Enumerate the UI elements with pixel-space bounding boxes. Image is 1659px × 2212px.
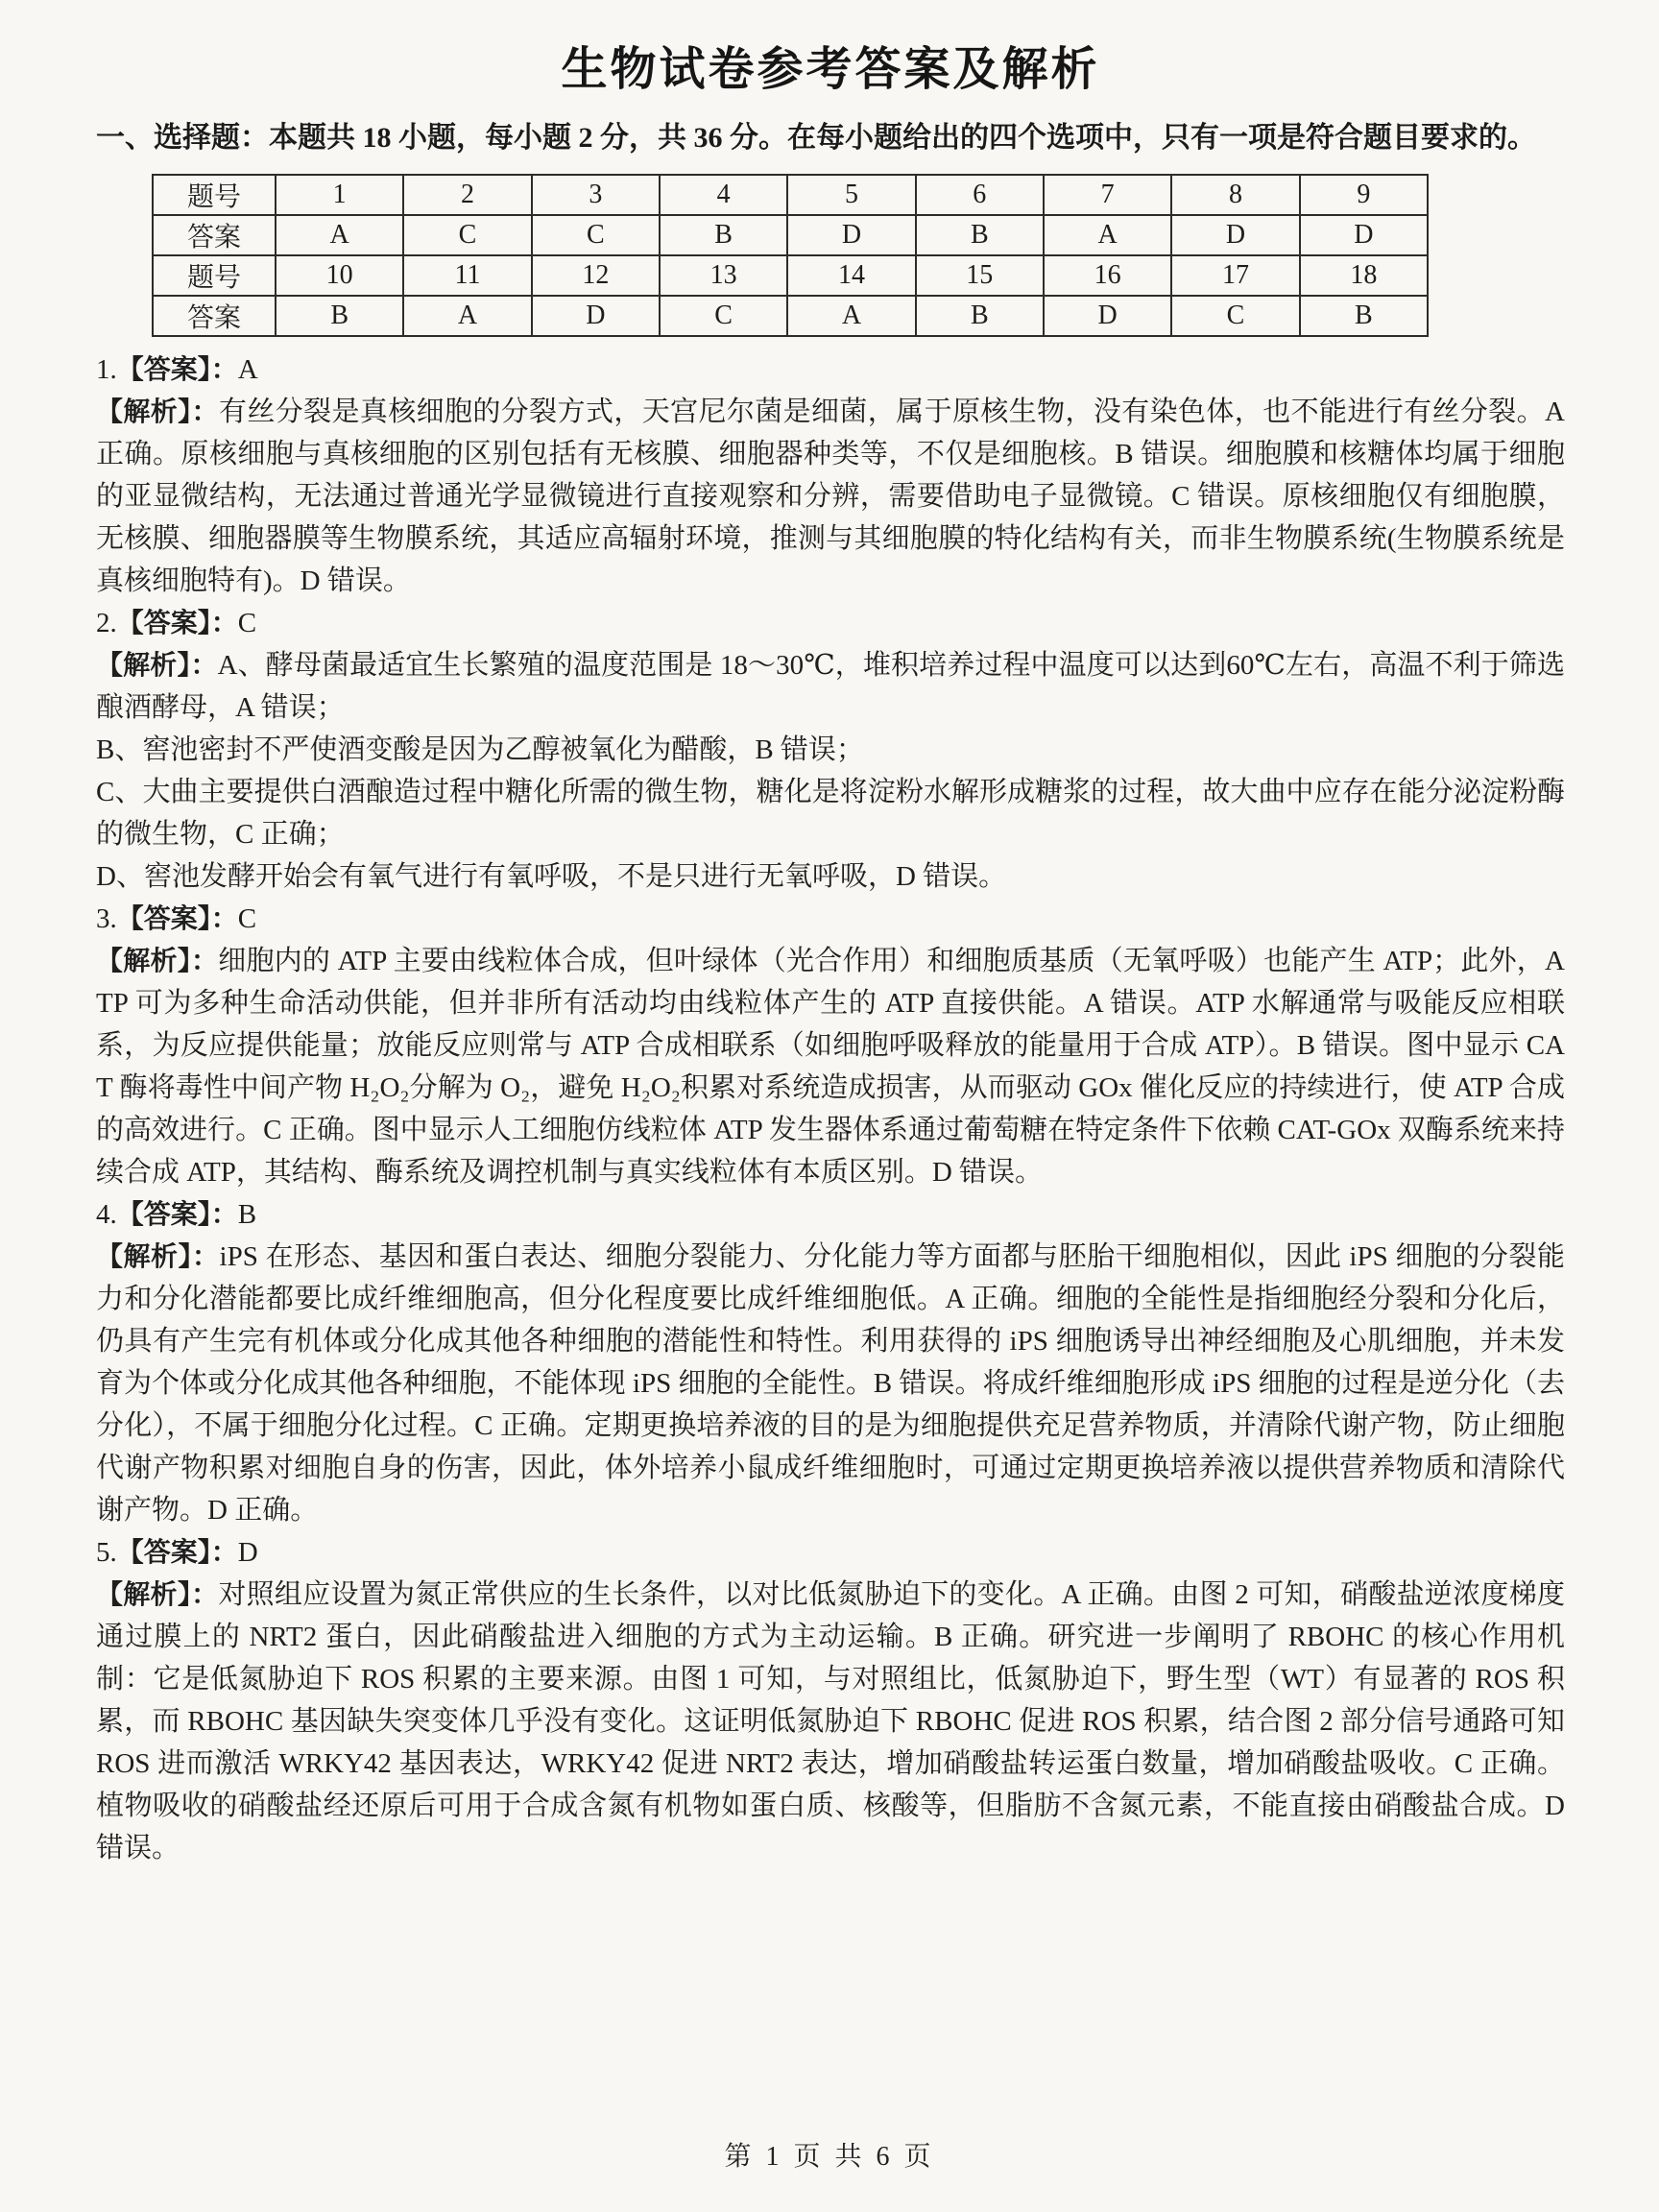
table-cell: 6: [916, 175, 1044, 215]
table-cell: C: [403, 215, 531, 255]
explanation-item-4: [96, 1193, 1565, 1531]
answer-value: A: [237, 354, 258, 385]
table-cell: 题号: [153, 255, 276, 296]
table-cell: 3: [532, 175, 660, 215]
answer-value: D: [237, 1537, 258, 1568]
analysis-paragraph: [96, 855, 1565, 898]
answer-label: 【答案】：: [116, 1537, 238, 1567]
table-cell: B: [276, 296, 403, 336]
analysis-label: 【解析】：: [96, 1579, 219, 1609]
table-cell: 7: [1044, 175, 1171, 215]
answer-line: [96, 349, 1565, 391]
analysis-text: B、窖池密封不严使酒变酸是因为乙醇被氧化为醋酸，B 错误；: [96, 734, 864, 765]
table-cell: A: [276, 215, 403, 255]
table-cell: B: [916, 215, 1044, 255]
analysis-paragraph: [96, 940, 1565, 1193]
answer-value: B: [237, 1199, 257, 1230]
table-cell: 9: [1300, 175, 1428, 215]
table-cell: 12: [532, 255, 660, 296]
table-cell: B: [916, 296, 1044, 336]
analysis-label: 【解析】：: [96, 946, 219, 975]
table-cell: 答案: [153, 296, 276, 336]
analysis-text: A、酵母菌最适宜生长繁殖的温度范围是 18～30℃，堆积培养过程中温度可以达到60℃左右，高温不利于筛选酿酒酵母，A 错误；: [96, 650, 1565, 723]
table-row: [153, 175, 1428, 215]
answer-table: [152, 174, 1429, 337]
table-cell: 15: [916, 255, 1044, 296]
answer-value: C: [237, 608, 257, 638]
table-cell: D: [1044, 296, 1171, 336]
analysis-text: 有丝分裂是真核细胞的分裂方式，天宫尼尔菌是细菌，属于原核生物，没有染色体，也不能进行有丝分裂。A 正确。原核细胞与真核细胞的区别包括有无核膜、细胞器种类等，不仅是细胞核。B 错误。细胞膜和核糖体均属于细胞的亚显微结构，无法通过普通光学显微镜进行直接观察和分辨，需要借助电子显微镜。C 错误。原核细胞仅有细胞膜，无核膜、细胞器膜等生物膜系统，其适应高辐射环境，推测与其细胞膜的特化结构有关，而非生物膜系统(生物膜系统是真核细胞特有)。D 错误。: [96, 397, 1565, 596]
explanation-item-3: [96, 898, 1565, 1193]
table-cell: 5: [787, 175, 915, 215]
table-cell: 13: [660, 255, 787, 296]
analysis-paragraph: [96, 771, 1565, 855]
table-row: [153, 296, 1428, 336]
table-cell: A: [1044, 215, 1171, 255]
table-cell: 8: [1171, 175, 1299, 215]
question-number: 4.: [96, 1199, 117, 1230]
page-title: 生物试卷参考答案及解析: [561, 44, 1100, 95]
analysis-label: 【解析】：: [96, 650, 218, 680]
analysis-label: 【解析】：: [96, 397, 219, 426]
answer-value: C: [237, 903, 257, 934]
table-cell: C: [532, 215, 660, 255]
explanation-item-2: [96, 602, 1565, 898]
analysis-paragraph: [96, 1236, 1565, 1531]
table-cell: 18: [1300, 255, 1428, 296]
explanations-section: [96, 349, 1565, 1869]
question-number: 1.: [96, 354, 117, 385]
answer-line: [96, 1193, 1565, 1236]
table-cell: C: [660, 296, 787, 336]
answer-line: [96, 1531, 1565, 1574]
analysis-text: 对照组应设置为氮正常供应的生长条件，以对比低氮胁迫下的变化。A 正确。由图 2 可知，硝酸盐逆浓度梯度通过膜上的 NRT2 蛋白，因此硝酸盐进入细胞的方式为主动运输。B 正确。研究进一步阐明了 RBOHC 的核心作用机制：它是低氮胁迫下 ROS 积累的主要来源。由图 1 可知，与对照组比，低氮胁迫下，野生型（WT）有显著的 ROS 积累，而 RBOHC 基因缺失突变体几乎没有变化。这证明低氮胁迫下 RBOHC 促进 ROS 积累，结合图 2 部分信号通路可知 ROS 进而激活 WRKY42 基因表达，WRKY42 促进 NRT2 表达，增加硝酸盐转运蛋白数量，增加硝酸盐吸收。C 正确。植物吸收的硝酸盐经还原后可用于合成含氮有机物如蛋白质、核酸等，但脂肪不含氮元素，不能直接由硝酸盐合成。D 错误。: [96, 1579, 1565, 1863]
question-number: 5.: [96, 1537, 117, 1568]
answer-label: 【答案】：: [116, 1199, 238, 1229]
answer-line: [96, 898, 1565, 940]
table-cell: 4: [660, 175, 787, 215]
table-row: [153, 215, 1428, 255]
page-footer: 第 1 页 共 6 页: [724, 2142, 935, 2172]
analysis-text: 细胞内的 ATP 主要由线粒体合成，但叶绿体（光合作用）和细胞质基质（无氧呼吸）也能产生 ATP；此外，ATP 可为多种生命活动供能，但并非所有活动均由线粒体产生的 ATP 直接供能。A 错误。ATP 水解通常与吸能反应相联系，为反应提供能量；放能反应则常与 ATP 合成相联系（如细胞呼吸释放的能量用于合成 ATP）。B 错误。图中显示 CAT 酶将毒性中间产物 H₂O₂分解为 O₂，避免 H₂O₂积累对系统造成损害，从而驱动 GOx 催化反应的持续进行，使 ATP 合成的高效进行。C 正确。图中显示人工细胞仿线粒体 ATP 发生器体系通过葡萄糖在特定条件下依赖 CAT-GOx 双酶系统来持续合成 ATP，其结构、酶系统及调控机制与真实线粒体有本质区别。D 错误。: [96, 946, 1565, 1188]
table-cell: 答案: [153, 215, 276, 255]
table-cell: 17: [1171, 255, 1299, 296]
table-cell: 11: [403, 255, 531, 296]
table-cell: 题号: [153, 175, 276, 215]
question-number: 3.: [96, 903, 117, 934]
table-cell: 16: [1044, 255, 1171, 296]
section-intro: 一、选择题：本题共 18 小题，每小题 2 分，共 36 分。在每小题给出的四个选项中，只有一项是符合题目要求的。: [96, 122, 1536, 154]
table-cell: 10: [276, 255, 403, 296]
table-cell: D: [532, 296, 660, 336]
table-cell: A: [787, 296, 915, 336]
table-cell: 2: [403, 175, 531, 215]
analysis-text: iPS 在形态、基因和蛋白表达、细胞分裂能力、分化能力等方面都与胚胎干细胞相似，因此 iPS 细胞的分裂能力和分化潜能都要比成纤维细胞高，但分化程度要比成纤维细胞低。A 正确。细胞的全能性是指细胞经分裂和分化后，仍具有产生完有机体或分化成其他各种细胞的潜能性和特性。利用获得的 iPS 细胞诱导出神经细胞及心肌细胞，并未发育为个体或分化成其他各种细胞，不能体现 iPS 细胞的全能性。B 错误。将成纤维细胞形成 iPS 细胞的过程是逆分化（去分化），不属于细胞分化过程。C 正确。定期更换培养液的目的是为细胞提供充足营养物质，并清除代谢产物，防止细胞代谢产物积累对细胞自身的伤害，因此，体外培养小鼠成纤维细胞时，可通过定期更换培养液以提供营养物质和清除代谢产物。D 正确。: [96, 1241, 1565, 1526]
table-cell: B: [660, 215, 787, 255]
explanation-item-5: [96, 1531, 1565, 1869]
question-number: 2.: [96, 608, 117, 638]
table-cell: B: [1300, 296, 1428, 336]
analysis-paragraph: [96, 391, 1565, 602]
table-row: [153, 255, 1428, 296]
table-cell: D: [787, 215, 915, 255]
table-cell: 1: [276, 175, 403, 215]
table-cell: D: [1300, 215, 1428, 255]
answer-line: [96, 602, 1565, 644]
analysis-paragraph: [96, 644, 1565, 729]
answer-label: 【答案】：: [116, 354, 238, 384]
explanation-item-1: [96, 349, 1565, 602]
analysis-label: 【解析】：: [96, 1241, 220, 1271]
answer-label: 【答案】：: [116, 903, 238, 933]
table-cell: D: [1171, 215, 1299, 255]
analysis-text: D、窖池发酵开始会有氧气进行有氧呼吸，不是只进行无氧呼吸，D 错误。: [96, 861, 1007, 892]
analysis-text: C、大曲主要提供白酒酿造过程中糖化所需的微生物，糖化是将淀粉水解形成糖浆的过程，故大曲中应存在能分泌淀粉酶的微生物，C 正确；: [96, 777, 1565, 850]
table-cell: 14: [787, 255, 915, 296]
table-cell: A: [403, 296, 531, 336]
analysis-paragraph: [96, 1574, 1565, 1869]
answer-label: 【答案】：: [116, 608, 238, 637]
table-cell: C: [1171, 296, 1299, 336]
analysis-paragraph: [96, 729, 1565, 771]
